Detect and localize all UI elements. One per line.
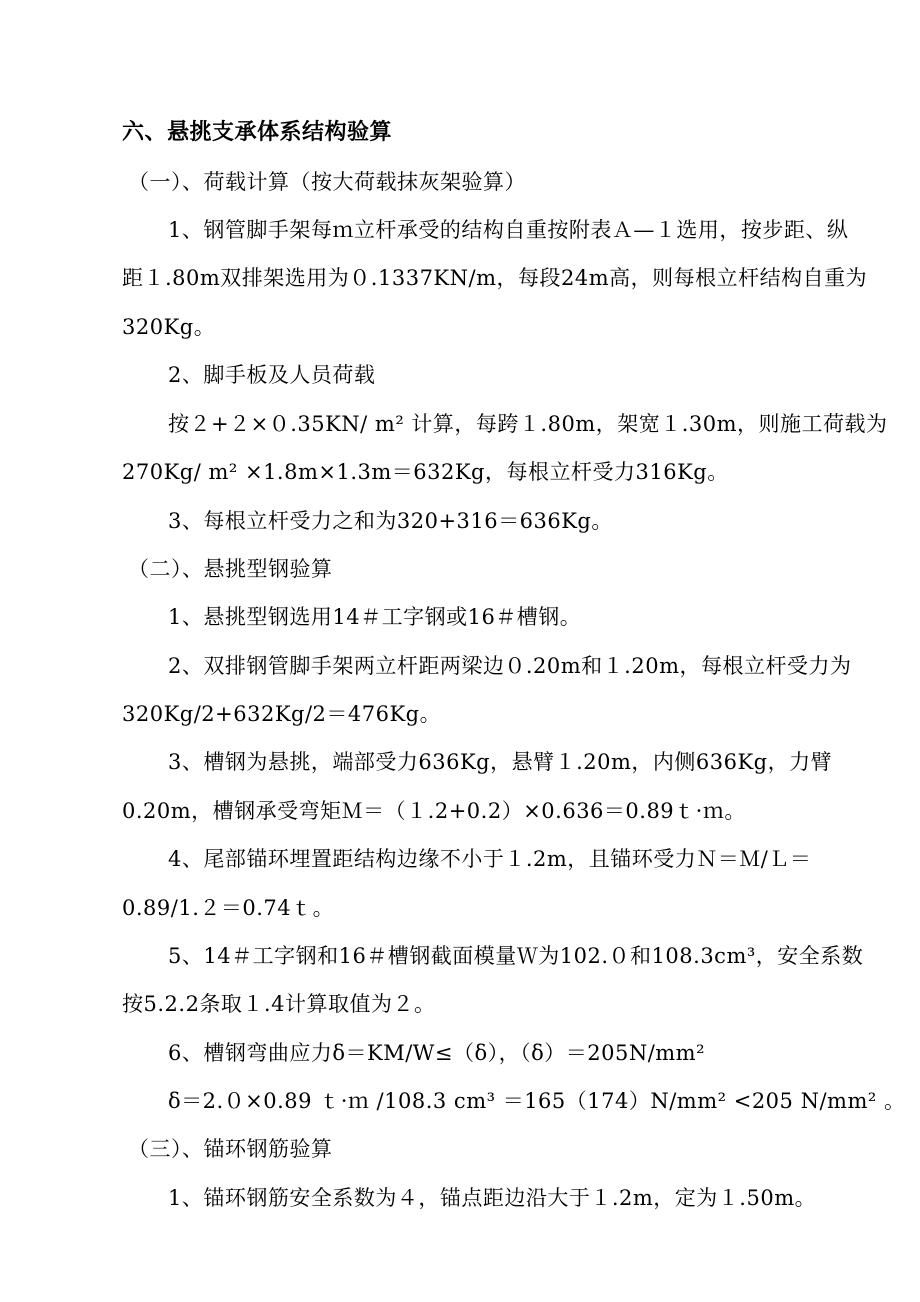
- paragraph-line: 3、槽钢为悬挑，端部受力636Kg，悬臂１.20m，内侧636Kg，力臂: [168, 750, 833, 774]
- paragraph-line: 2、脚手板及人员荷载: [168, 363, 376, 387]
- paragraph-line: 按5.2.2条取１.4计算取值为２。: [122, 992, 436, 1016]
- section-title: 六、悬挑支承体系结构验算: [122, 119, 393, 145]
- paragraph-line: 2、双排钢管脚手架两立杆距两梁边０.20m和１.20m，每根立杆受力为: [168, 654, 852, 678]
- paragraph-line: 320Kg/2+632Kg/2＝476Kg。: [122, 702, 442, 726]
- sub-heading-anchor-rebar: （三）、锚环钢筋验算: [128, 1137, 333, 1161]
- paragraph-line: 270Kg/ m² ×1.8m×1.3m＝632Kg，每根立杆受力316Kg。: [122, 460, 729, 484]
- paragraph-line: 按２+２×０.35KN/ m² 计算，每跨１.80m，架宽１.30m，则施工荷载为: [168, 412, 888, 436]
- sub-heading-cantilever-steel: （二）、悬挑型钢验算: [128, 557, 333, 581]
- paragraph-line: 0.20m，槽钢承受弯矩Ｍ＝（１.2+0.2）×0.636＝0.89ｔ·ｍ。: [122, 799, 746, 823]
- paragraph-line: 1、锚环钢筋安全系数为４，锚点距边沿大于１.2m，定为１.50m。: [168, 1186, 817, 1210]
- paragraph-line: 5、14＃工字钢和16＃槽钢截面模量Ｗ为102.０和108.3cm³，安全系数: [168, 944, 864, 968]
- paragraph-line: 1、钢管脚手架每ｍ立杆承受的结构自重按附表Ａ—１选用，按步距、纵: [168, 218, 849, 242]
- paragraph-line: 320Kg。: [122, 315, 216, 339]
- sub-heading-load-calculation: （一）、荷载计算（按大荷载抹灰架验算）: [128, 170, 526, 194]
- paragraph-line: 1、悬挑型钢选用14＃工字钢或16＃槽钢。: [168, 605, 582, 629]
- paragraph-line: 0.89/1.２＝0.74ｔ。: [122, 896, 335, 920]
- paragraph-line: 6、槽钢弯曲应力δ＝KM/W≤（δ），（δ）＝205N/mm²: [168, 1041, 706, 1065]
- paragraph-line: 4、尾部锚环埋置距结构边缘不小于１.2m，且锚环受力Ｎ＝Ｍ/Ｌ＝: [168, 847, 812, 871]
- formula-line: δ＝2.０×0.89 ｔ·ｍ /108.3 cm³ ＝165（174）N/mm² <205 N/mm² 。: [168, 1089, 906, 1113]
- paragraph-line: 距１.80m双排架选用为０.1337KN/m，每段24m高，则每根立杆结构自重为: [122, 266, 868, 290]
- paragraph-line: 3、每根立杆受力之和为320+316＝636Kg。: [168, 509, 613, 533]
